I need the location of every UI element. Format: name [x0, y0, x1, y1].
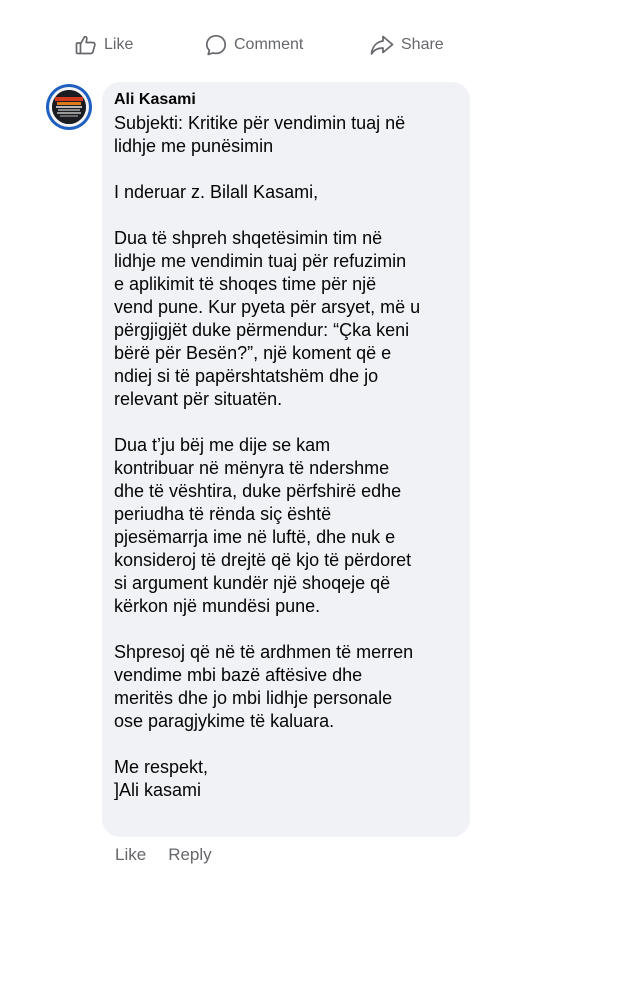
share-label: Share: [401, 36, 444, 53]
comment-line: bërë për Besën?”, një koment që e: [114, 343, 392, 363]
comment-line: periudha të rënda siç është: [114, 504, 332, 524]
comment-line: kërkon një mundësi pune.: [114, 596, 321, 616]
comment-footer: [115, 845, 234, 865]
comment-line: si argument kundër një shoqeje që: [114, 573, 391, 593]
comment-paragraph: [114, 434, 458, 618]
comment-line: kontribuar në mënyra të ndershme: [114, 458, 390, 478]
comment-line: Shpresoj që në të ardhmen të merren: [114, 642, 414, 662]
comment-line: Subjekti: Kritike për vendimin tuaj në: [114, 113, 406, 133]
comment-line: vend pune. Kur pyeta për arsyet, më u: [114, 297, 421, 317]
comment-line: dhe të vështira, duke përfshirë edhe: [114, 481, 402, 501]
comment-like-button[interactable]: Like: [115, 845, 147, 864]
comment-line: lidhje me vendimin tuaj për refuzimin: [114, 251, 407, 271]
comment-line: relevant për situatën.: [114, 389, 283, 409]
comment-action-button[interactable]: [204, 33, 369, 57]
comment-line: Dua t’ju bëj me dije se kam: [114, 435, 331, 455]
comment-line: Me respekt,: [114, 757, 209, 777]
share-action-button[interactable]: [369, 33, 444, 57]
comment-paragraph: [114, 181, 458, 204]
comment-bubble: [102, 82, 470, 837]
comment-paragraph: [114, 641, 458, 733]
comment-paragraph: [114, 112, 458, 158]
thumbs-up-icon: [74, 33, 98, 57]
speech-bubble-icon: [204, 33, 228, 57]
comment-line: I nderuar z. Bilall Kasami,: [114, 182, 319, 202]
comment-line: pjesëmarrja ime në luftë, dhe nuk e: [114, 527, 396, 547]
comment-line: ]Ali kasami: [114, 780, 202, 800]
comment-paragraph: [114, 756, 458, 802]
comment-reply-button[interactable]: Reply: [168, 845, 212, 864]
share-arrow-icon: [369, 33, 395, 57]
comment-line: Dua të shpreh shqetësimin tim në: [114, 228, 383, 248]
comment-paragraph: [114, 227, 458, 411]
comment-line: e aplikimit të shoqes time për një: [114, 274, 377, 294]
comment-line: meritës dhe jo mbi lidhje personale: [114, 688, 393, 708]
like-label: Like: [104, 36, 134, 53]
comment-label: Comment: [234, 36, 304, 53]
comment-body: [114, 112, 458, 802]
avatar[interactable]: [46, 84, 92, 130]
comment-author[interactable]: Ali Kasami: [114, 91, 196, 108]
comment-line: përgjigjët duke përmendur: “Çka keni: [114, 320, 410, 340]
post-action-bar: [74, 28, 444, 62]
comment-line: konsideroj të drejtë që kjo të përdoret: [114, 550, 412, 570]
comment-line: lidhje me punësimin: [114, 136, 274, 156]
like-action-button[interactable]: [74, 33, 204, 57]
avatar-image: [52, 90, 86, 124]
comment-line: vendime mbi bazë aftësive dhe: [114, 665, 363, 685]
comment-line: ose paragjykime të kaluara.: [114, 711, 335, 731]
comment-line: ndiej si të papërshtatshëm dhe jo: [114, 366, 379, 386]
